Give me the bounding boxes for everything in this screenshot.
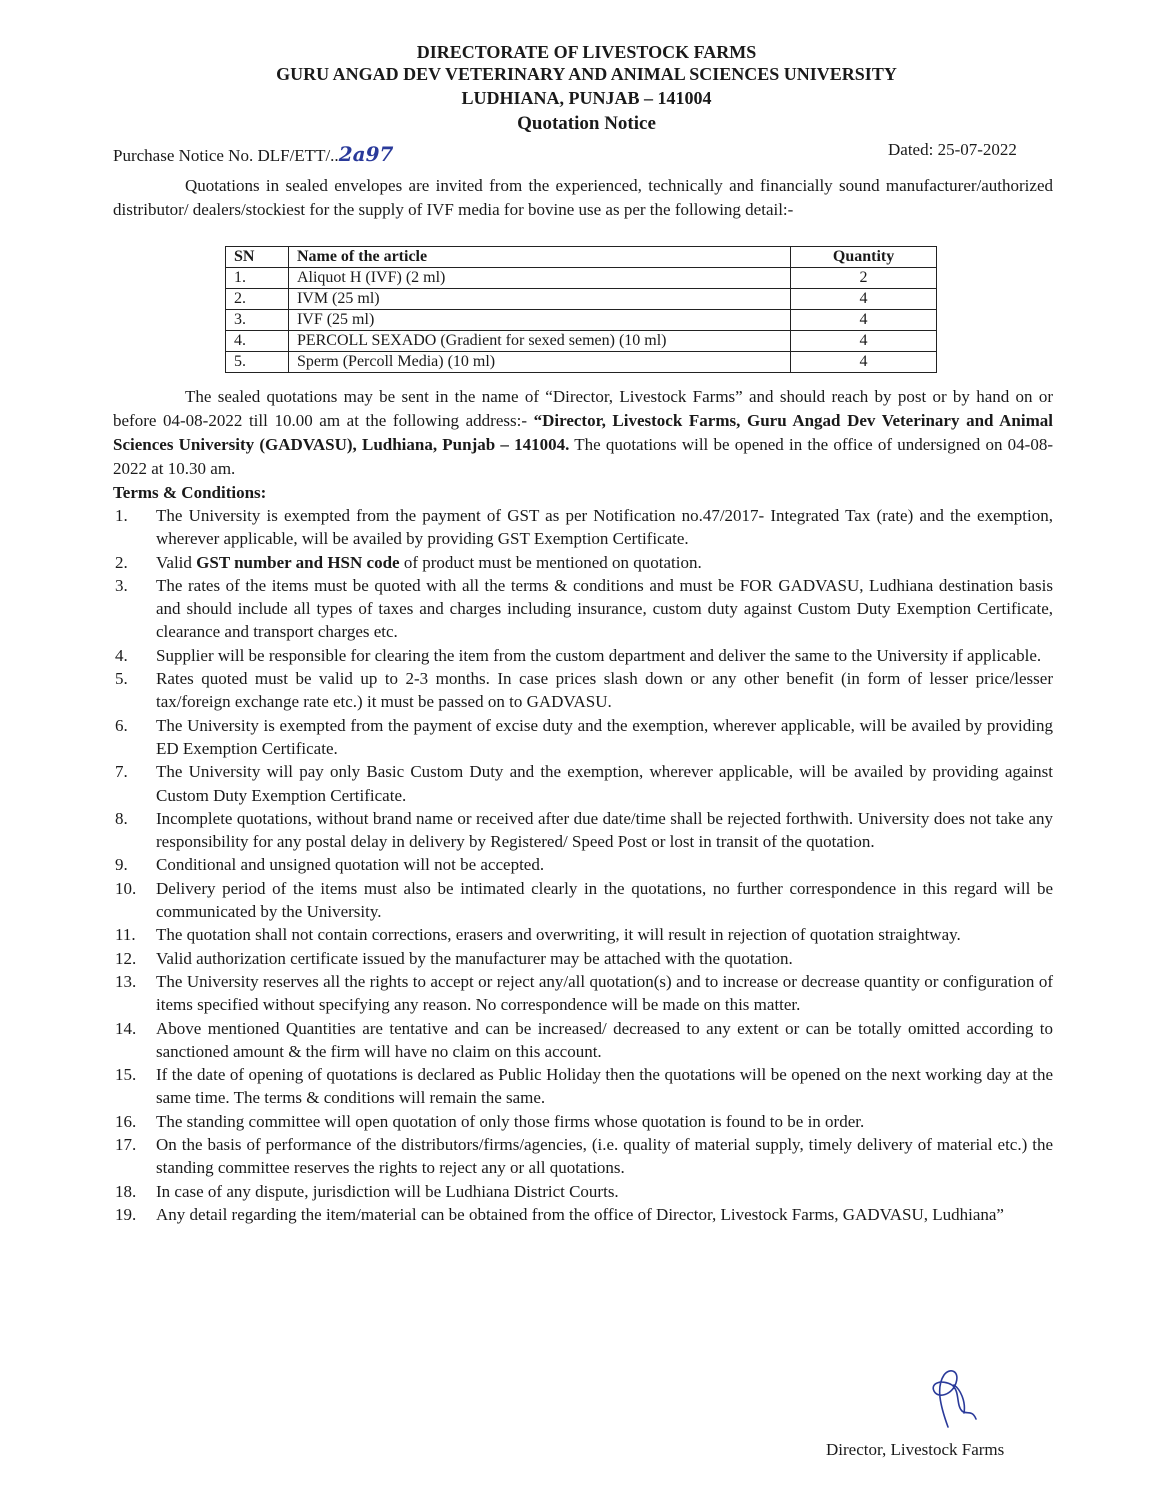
- item-text: Incomplete quotations, without brand name or received after due date/time shall be rejected forthwith. University does not take any responsibility for any postal delay in delivery by Registered/ Speed Post or lost in transit of the quotation.: [156, 808, 1053, 852]
- cell-article: IVF (25 ml): [288, 310, 790, 331]
- cell-article: Sperm (Percoll Media) (10 ml): [288, 352, 790, 373]
- list-item: [113, 1017, 1053, 1064]
- item-text-bold: GST number and HSN code: [196, 552, 400, 572]
- cell-article: PERCOLL SEXADO (Gradient for sexed semen) (10 ml): [288, 331, 790, 352]
- item-number: 18.: [115, 1181, 137, 1201]
- item-text: The University is exempted from the payment of GST as per Notification no.47/2017- Integrated Tax (rate) and the exemption, wherever applicable, will be availed by providing GST Exemption Certificate.: [156, 506, 1053, 549]
- list-item: [113, 1063, 1053, 1110]
- item-text-pre: Valid: [156, 552, 197, 572]
- item-text: On the basis of performance of the distributors/firms/agencies, (i.e. quality of material supply, timely delivery of material etc.) the standing committee reserves the rights to reject any or all quotations.: [156, 1135, 1053, 1178]
- list-item: [113, 853, 1053, 876]
- list-item: [113, 947, 1053, 970]
- list-item: [113, 667, 1053, 714]
- header-address: LUDHIANA, PUNJAB – 141004: [461, 88, 712, 108]
- item-number: 16.: [115, 1111, 137, 1131]
- column-header-sn: SN: [226, 247, 289, 268]
- intro-paragraph: Quotations in sealed envelopes are invited from the experienced, technically and financially sound manufacturer/authorized distributor/ dealers/stockiest for the supply of IVF media for bovine use as per the following detail:-: [113, 176, 1053, 219]
- list-item: [113, 1133, 1053, 1180]
- table-row: [226, 331, 937, 352]
- list-item: [113, 970, 1053, 1017]
- cell-sn: 4.: [226, 331, 289, 352]
- item-number: 17.: [115, 1135, 137, 1155]
- item-number: 7.: [115, 762, 128, 782]
- item-text: The rates of the items must be quoted with all the terms & conditions and must be FOR GADVASU, Ludhiana destination basis and should include all types of taxes and charges including insurance, custom duty against Custom Duty Exemption Certificate, clearance and transport charges etc.: [156, 575, 1053, 642]
- item-text: Delivery period of the items must also be intimated clearly in the quotations, no further correspondence in this regard will be communicated by the University.: [156, 878, 1053, 922]
- item-text: Supplier will be responsible for clearing the item from the custom department and deliver the same to the University if applicable.: [156, 645, 1042, 665]
- item-text: The University will pay only Basic Custom Duty and the exemption, wherever applicable, will be availed by providing against Custom Duty Exemption Certificate.: [156, 762, 1053, 805]
- item-number: 14.: [115, 1018, 137, 1038]
- item-number: 19.: [115, 1204, 137, 1224]
- cell-sn: 1.: [226, 268, 289, 289]
- item-text: Any detail regarding the item/material can be obtained from the office of Director, Livestock Farms, GADVASU, Ludhiana”: [156, 1204, 1004, 1224]
- cell-sn: 2.: [226, 289, 289, 310]
- terms-list: [113, 504, 1053, 1226]
- item-text: The standing committee will open quotation of only those firms whose quotation is found to be in order.: [156, 1111, 865, 1131]
- terms-heading: Terms & Conditions:: [113, 483, 267, 502]
- opening-text: The quotations will be opened in the office of undersigned on 04-08-2022 at 10.30 am.: [113, 435, 1053, 478]
- item-number: 4.: [115, 645, 128, 665]
- list-item: [113, 923, 1053, 946]
- table-header-row: [226, 247, 937, 268]
- cell-sn: 5.: [226, 352, 289, 373]
- items-table: [225, 246, 937, 373]
- table-row: [226, 310, 937, 331]
- item-text: The University is exempted from the payment of excise duty and the exemption, wherever applicable, will be availed by providing ED Exemption Certificate.: [156, 715, 1053, 758]
- list-item: [113, 644, 1053, 667]
- cell-quantity: 4: [791, 331, 937, 352]
- submission-paragraph: [113, 385, 1053, 481]
- item-number: 6.: [115, 715, 128, 735]
- list-item: [113, 1110, 1053, 1133]
- list-item: [113, 877, 1053, 924]
- item-text-post: of product must be mentioned on quotation.: [399, 552, 702, 572]
- list-item: [113, 551, 1053, 574]
- signatory-title: Director, Livestock Farms: [826, 1440, 1005, 1459]
- header-university: GURU ANGAD DEV VETERINARY AND ANIMAL SCIENCES UNIVERSITY: [276, 64, 897, 84]
- item-number: 2.: [115, 552, 128, 572]
- notice-date: Dated: 25-07-2022: [888, 140, 1017, 159]
- item-number: 12.: [115, 948, 137, 968]
- list-item: [113, 714, 1053, 761]
- column-header-article: Name of the article: [288, 247, 790, 268]
- cell-quantity: 2: [791, 268, 937, 289]
- page-title: Quotation Notice: [517, 113, 656, 134]
- table-row: [226, 289, 937, 310]
- item-number: 10.: [115, 878, 137, 898]
- header-directorate: DIRECTORATE OF LIVESTOCK FARMS: [416, 42, 757, 62]
- item-text: Valid authorization certificate issued by the manufacturer may be attached with the quotation.: [156, 948, 793, 968]
- list-item: [113, 1203, 1053, 1226]
- item-number: 8.: [115, 808, 128, 828]
- cell-article: IVM (25 ml): [288, 289, 790, 310]
- item-text: Rates quoted must be valid up to 2-3 months. In case prices slash down or any other benefit (in form of lesser price/lesser tax/foreign exchange rate etc.) it must be passed on to GADVASU.: [156, 669, 1053, 712]
- item-number: 9.: [115, 855, 128, 875]
- item-text: The University reserves all the rights to accept or reject any/all quotation(s) and to increase or decrease quantity or configuration of items specified without specifying any reason. No correspondence will be made on this matter.: [156, 971, 1053, 1015]
- item-text: Conditional and unsigned quotation will not be accepted.: [156, 855, 545, 875]
- list-item: [113, 807, 1053, 854]
- cell-article: Aliquot H (IVF) (2 ml): [288, 268, 790, 289]
- list-item: [113, 504, 1053, 551]
- item-number: 15.: [115, 1065, 137, 1085]
- item-number: 5.: [115, 669, 128, 689]
- item-text: If the date of opening of quotations is declared as Public Holiday then the quotations will be opened on the next working day at the same time. The terms & conditions will remain the same.: [156, 1065, 1053, 1108]
- cell-sn: 3.: [226, 310, 289, 331]
- submission-text: The sealed quotations may be sent in the name of “Director, Livestock Farms” and should reach by post or by hand on or before 04-08-2022 till 10.00 am at the following address:-: [113, 387, 1053, 430]
- item-number: 3.: [115, 575, 128, 595]
- item-text: Above mentioned Quantities are tentative and can be increased/ decreased to any extent or can be totally omitted according to sanctioned amount & the firm will have no claim on this account.: [156, 1018, 1053, 1061]
- item-number: 11.: [115, 925, 136, 945]
- item-text: In case of any dispute, jurisdiction will be Ludhiana District Courts.: [156, 1181, 619, 1201]
- handwritten-signature: [926, 1365, 986, 1435]
- list-item: [113, 760, 1053, 807]
- cell-quantity: 4: [791, 310, 937, 331]
- item-number: 13.: [115, 971, 137, 991]
- handwritten-notice-number: 2a97: [338, 142, 394, 166]
- item-text: The quotation shall not contain corrections, erasers and overwriting, it will result in rejection of quotation straightway.: [156, 925, 961, 945]
- submission-address: “Director, Livestock Farms, Guru Angad Dev Veterinary and Animal Sciences University (GADVASU), Ludhiana, Punjab – 141004.: [113, 411, 1053, 454]
- cell-quantity: 4: [791, 289, 937, 310]
- notice-prefix: Purchase Notice No. DLF/ETT/..: [113, 146, 339, 165]
- purchase-notice-number: [113, 142, 393, 166]
- list-item: [113, 574, 1053, 644]
- cell-quantity: 4: [791, 352, 937, 373]
- list-item: [113, 1180, 1053, 1203]
- table-row: [226, 268, 937, 289]
- column-header-quantity: Quantity: [791, 247, 937, 268]
- item-number: 1.: [115, 506, 128, 525]
- table-row: [226, 352, 937, 373]
